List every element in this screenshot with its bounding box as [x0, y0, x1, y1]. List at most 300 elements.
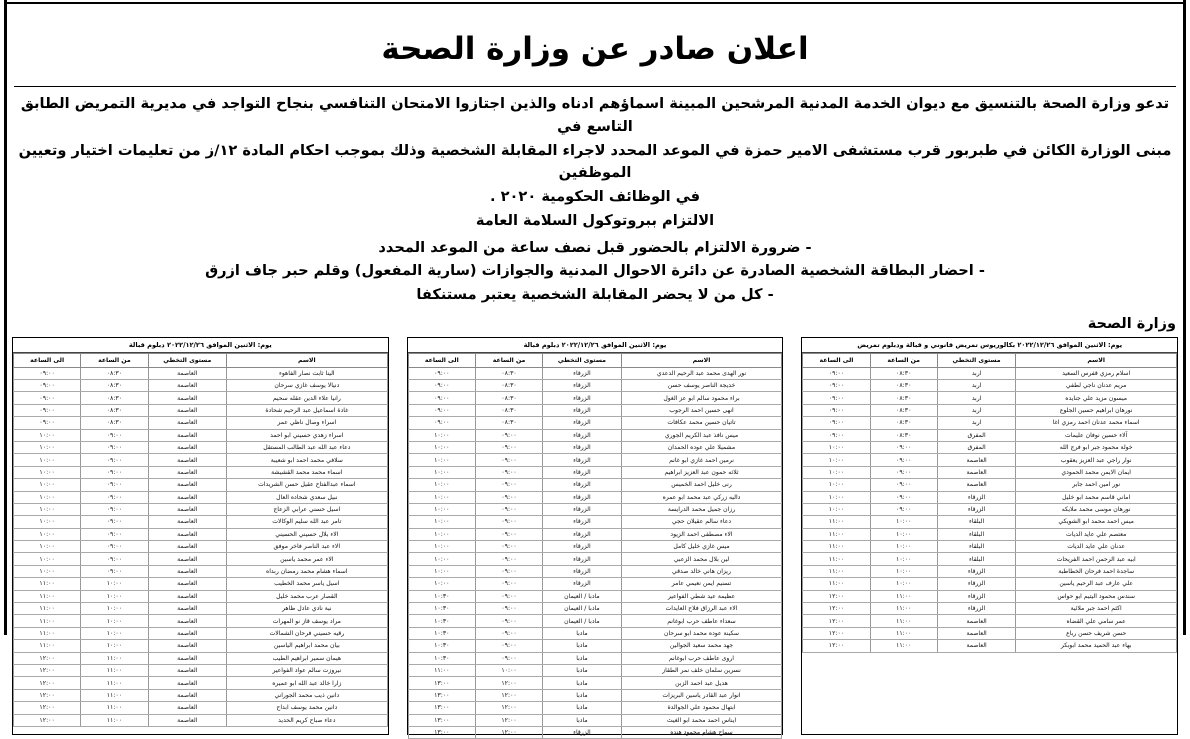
cell-from-time: ٠٩:٠٠	[475, 578, 542, 590]
cell-level: الزرقاء	[937, 503, 1015, 515]
cell-to-time: ١٢:٠٠	[13, 664, 80, 676]
cell-from-time: ١٠:٠٠	[81, 578, 148, 590]
cell-to-time: ١٢:٠٠	[13, 702, 80, 714]
cell-from-time: ٠٨:٣٠	[475, 417, 542, 429]
cell-name: ايمان الايمن محمد الحمودي	[1016, 466, 1177, 478]
cell-name: نور الهدى محمد عبد الرحيم الدعدي	[621, 367, 782, 379]
cell-level: مادبا / العيمان	[543, 590, 621, 602]
table-row	[408, 590, 782, 602]
cell-from-time: ١٢:٠٠	[475, 714, 542, 726]
cell-level: العاصمة	[148, 553, 226, 565]
cell-from-time: ١١:٠٠	[81, 702, 148, 714]
cell-name: اسيل ياسر محمد الخطيب	[226, 578, 387, 590]
table-row	[408, 627, 782, 639]
cell-name: الينا ثابت نصار الفاهوء	[226, 367, 387, 379]
cell-level: العاصمة	[148, 441, 226, 453]
cell-name: نورهان موسى محمد ملايكه	[1016, 503, 1177, 515]
table-row	[408, 466, 782, 478]
cell-name: علي عارف عبد الرحيم ياسين	[1016, 578, 1177, 590]
cell-level: العاصمة	[148, 677, 226, 689]
cell-name: عدنان علي عايد الديات	[1016, 541, 1177, 553]
cell-from-time: ١١:٠٠	[870, 615, 937, 627]
cell-to-time: ١١:٠٠	[13, 640, 80, 652]
cell-level: اربد	[937, 417, 1015, 429]
cell-name: انهى حسين احمد الرجوب	[621, 404, 782, 416]
cell-level: العاصمة	[148, 392, 226, 404]
cell-name: الاء بلال حسيني الحسيني	[226, 528, 387, 540]
cell-name: معتصم علي عايد الديات	[1016, 528, 1177, 540]
cell-name: دانين ذيب محمد الجوراني	[226, 689, 387, 701]
condition-item: - ضرورة الالتزام بالحضور قبل نصف ساعة من الموعد المحدد	[378, 238, 812, 256]
cell-from-time: ٠٩:٠٠	[475, 640, 542, 652]
table-row	[13, 404, 387, 416]
table-row	[13, 714, 387, 726]
cell-level: الزرقاء	[543, 578, 621, 590]
cell-level: العاصمة	[148, 491, 226, 503]
cell-from-time: ٠٨:٣٠	[475, 392, 542, 404]
cell-to-time: ١٠:٠٠	[803, 503, 870, 515]
cell-from-time: ٠٩:٠٠	[81, 528, 148, 540]
cell-level: الزرقاء	[543, 503, 621, 515]
cell-from-time: ١٢:٠٠	[475, 702, 542, 714]
cell-level: الزرقاء	[543, 466, 621, 478]
cell-level: اربد	[937, 392, 1015, 404]
table-row	[408, 392, 782, 404]
cell-from-time: ٠٩:٠٠	[81, 479, 148, 491]
cell-level: الزرقاء	[937, 603, 1015, 615]
cell-name: بهاء عبد الحميد محمد ابوبكر	[1016, 640, 1177, 652]
cell-from-time: ٠٩:٠٠	[475, 652, 542, 664]
cell-from-time: ٠٨:٣٠	[870, 404, 937, 416]
cell-from-time: ٠٩:٠٠	[81, 466, 148, 478]
table-row	[13, 615, 387, 627]
announcement-conditions	[12, 236, 1178, 307]
table-row	[803, 590, 1177, 602]
cell-to-time: ١٠:٠٠	[13, 565, 80, 577]
cell-to-time: ١٠:٣٠	[408, 627, 475, 639]
cell-name: نبيل سعدي شحاده العال	[226, 491, 387, 503]
cell-name: اسماء محمد عدنان احمد رمزي اغا	[1016, 417, 1177, 429]
cell-from-time: ٠٩:٠٠	[475, 454, 542, 466]
cell-level: مادبا	[543, 702, 621, 714]
cell-from-time: ٠٩:٠٠	[475, 553, 542, 565]
cell-to-time: ١٠:٠٠	[803, 479, 870, 491]
cell-name: رزان جميل محمد الدرايسة	[621, 503, 782, 515]
cell-from-time: ٠٩:٠٠	[475, 441, 542, 453]
cell-to-time: ٠٩:٠٠	[408, 392, 475, 404]
cell-from-time: ١٠:٠٠	[475, 664, 542, 676]
cell-to-time: ١١:٠٠	[803, 516, 870, 528]
cell-name: حسن شريف حسن رباع	[1016, 627, 1177, 639]
cell-to-time: ١٠:٠٠	[408, 479, 475, 491]
cell-name: الاء عبد الناصر فاخر موفق	[226, 541, 387, 553]
cell-to-time: ١١:٠٠	[803, 565, 870, 577]
cell-level: مادبا	[543, 677, 621, 689]
table-row	[408, 702, 782, 714]
table-row	[13, 392, 387, 404]
cell-name: سلافي محمد احمد ابو شعيبة	[226, 454, 387, 466]
cell-name: خديجة الناصر يوسف حسن	[621, 379, 782, 391]
cell-to-time: ١٣:٠٠	[408, 689, 475, 701]
schedule-table-2-caption: يوم: الاثنين الموافق ٢٠٢٢/١٢/٢٦ دبلوم قبالة	[408, 338, 783, 353]
cell-name: اكثم احمد جبر ملائية	[1016, 603, 1177, 615]
cell-from-time: ٠٨:٣٠	[870, 367, 937, 379]
cell-name: لين بلال محمد الزعبي	[621, 553, 782, 565]
cell-level: الزرقاء	[543, 454, 621, 466]
announcement-line: مبنى الوزارة الكائن في طبربور قرب مستشفى الامير حمزة في الموعد المحدد لاجراء المقابلة الشخصية وذلك بموجب احكام المادة ١٢/ز من تعليمات اختيار وتعيين الموظفين	[18, 141, 1172, 182]
schedule-table-3-body	[13, 367, 387, 726]
cell-to-time: ٠٩:٠٠	[13, 417, 80, 429]
cell-name: اروى عاطف حرب ابوغانم	[621, 652, 782, 664]
table-row	[803, 479, 1177, 491]
cell-to-time: ١٠:٠٠	[13, 491, 80, 503]
table-row	[408, 479, 782, 491]
table-row	[803, 615, 1177, 627]
cell-level: البلقاء	[937, 528, 1015, 540]
cell-to-time: ١٠:٠٠	[408, 528, 475, 540]
table-row	[408, 429, 782, 441]
cell-from-time: ١١:٠٠	[870, 627, 937, 639]
cell-level: العاصمة	[937, 479, 1015, 491]
cell-level: العاصمة	[148, 689, 226, 701]
table-row	[803, 627, 1177, 639]
column-header-from: من الساعة	[475, 353, 542, 367]
cell-from-time: ١٠:٠٠	[870, 553, 937, 565]
cell-from-time: ٠٩:٠٠	[475, 627, 542, 639]
cell-from-time: ١٢:٠٠	[475, 677, 542, 689]
cell-from-time: ٠٨:٣٠	[81, 379, 148, 391]
cell-from-time: ٠٩:٠٠	[475, 516, 542, 528]
cell-name: تسنيم ايمن نعيمي عامر	[621, 578, 782, 590]
cell-to-time: ١١:٠٠	[13, 615, 80, 627]
table-row	[13, 578, 387, 590]
cell-to-time: ١١:٠٠	[803, 553, 870, 565]
cell-level: العاصمة	[148, 541, 226, 553]
cell-from-time: ٠٩:٠٠	[475, 603, 542, 615]
cell-to-time: ١٠:٠٠	[408, 503, 475, 515]
table-row	[13, 664, 387, 676]
cell-to-time: ١٢:٠٠	[803, 627, 870, 639]
cell-level: اربد	[937, 404, 1015, 416]
cell-level: العاصمة	[148, 652, 226, 664]
table-row	[13, 652, 387, 664]
cell-level: الزرقاء	[543, 404, 621, 416]
cell-from-time: ٠٩:٠٠	[475, 528, 542, 540]
cell-from-time: ٠٩:٠٠	[81, 491, 148, 503]
cell-name: مراد يوسف قاز نو المهرات	[226, 615, 387, 627]
cell-from-time: ٠٩:٠٠	[81, 541, 148, 553]
schedule-tables-container	[12, 337, 1178, 735]
cell-level: العاصمة	[148, 503, 226, 515]
cell-level: الزرقاء	[543, 441, 621, 453]
table-row	[408, 516, 782, 528]
cell-to-time: ١٠:٠٠	[13, 516, 80, 528]
cell-to-time: ٠٩:٠٠	[408, 404, 475, 416]
cell-to-time: ١٠:٠٠	[13, 503, 80, 515]
cell-to-time: ١٠:٠٠	[408, 541, 475, 553]
table-header-row	[408, 353, 782, 367]
table-row	[13, 553, 387, 565]
table-row	[408, 553, 782, 565]
cell-level: العاصمة	[148, 603, 226, 615]
cell-name: سكينة عوده محمد ابو سرحان	[621, 627, 782, 639]
cell-name: زارا خالد عبد الله ابو عميره	[226, 677, 387, 689]
cell-level: العاصمة	[148, 379, 226, 391]
cell-to-time: ٠٩:٠٠	[13, 404, 80, 416]
table-header-row	[803, 353, 1177, 367]
cell-level: العاصمة	[148, 429, 226, 441]
cell-name: انوار عبد القادر ياسين البريزات	[621, 689, 782, 701]
cell-from-time: ٠٩:٠٠	[870, 503, 937, 515]
cell-to-time: ١١:٠٠	[13, 603, 80, 615]
cell-name: جهد محمد سعيد الجوالين	[621, 640, 782, 652]
table-row	[408, 441, 782, 453]
cell-to-time: ٠٩:٠٠	[803, 392, 870, 404]
announcement-line: الالتزام ببروتوكول السلامة العامة	[475, 211, 715, 229]
table-row	[803, 640, 1177, 652]
cell-from-time: ١١:٠٠	[81, 677, 148, 689]
cell-from-time: ٠٨:٣٠	[81, 417, 148, 429]
cell-name: ميس نافذ عبد الكريم الجوري	[621, 429, 782, 441]
page-frame-right	[1183, 0, 1186, 635]
cell-name: آلاء حسين نوفان عليمات	[1016, 429, 1177, 441]
cell-from-time: ٠٩:٠٠	[870, 479, 937, 491]
cell-name: رقيه حسيني فرحان الشمالات	[226, 627, 387, 639]
cell-name: داليه زركي عبد محمد ابو عمره	[621, 491, 782, 503]
cell-name: ساجدة احمد فرحان الخطاطبة	[1016, 565, 1177, 577]
cell-from-time: ٠٩:٠٠	[81, 553, 148, 565]
table-row	[408, 503, 782, 515]
table-row	[13, 503, 387, 515]
cell-level: العاصمة	[148, 417, 226, 429]
cell-level: الزرقاء	[543, 379, 621, 391]
cell-to-time: ١١:٠٠	[803, 578, 870, 590]
ministry-label: وزارة الصحة	[1087, 315, 1176, 332]
cell-level: اربد	[937, 379, 1015, 391]
cell-level: الزرقاء	[543, 516, 621, 528]
cell-level: العاصمة	[148, 702, 226, 714]
table-row	[803, 367, 1177, 379]
schedule-table-1-caption: يوم: الاثنين الموافق ٢٠٢٢/١٢/٢٦ بكالوريوس تمريض قانوني و قبالة ودبلوم تمريض	[802, 338, 1177, 353]
cell-from-time: ١١:٠٠	[81, 664, 148, 676]
cell-from-time: ١٠:٠٠	[870, 578, 937, 590]
cell-from-time: ١١:٠٠	[81, 714, 148, 726]
cell-level: المفرق	[937, 441, 1015, 453]
cell-from-time: ٠٩:٠٠	[475, 503, 542, 515]
cell-to-time: ١٠:٠٠	[408, 441, 475, 453]
cell-from-time: ٠٨:٣٠	[81, 392, 148, 404]
cell-name: هيمان سمير ابراهيم الطيب	[226, 652, 387, 664]
cell-name: مشميلا علي عوده الحمدان	[621, 441, 782, 453]
table-row	[408, 689, 782, 701]
announcement-line: تدعو وزارة الصحة بالتنسيق مع ديوان الخدمة المدنية المرشحين المبينة اسماؤهم ادناه والذين اجتازوا الامتحان التنافسي بنجاح التواجد في مديرية التمريض الطابق التاسع في	[20, 95, 1170, 135]
schedule-table-1-body	[803, 367, 1177, 652]
cell-to-time: ٠٩:٠٠	[803, 417, 870, 429]
cell-from-time: ٠٩:٠٠	[81, 454, 148, 466]
cell-name: نوار راجي عبد العزيز يعقوب	[1016, 454, 1177, 466]
cell-from-time: ٠٩:٠٠	[870, 454, 937, 466]
cell-to-time: ١٠:٠٠	[408, 565, 475, 577]
cell-level: مادبا	[543, 689, 621, 701]
cell-level: الزرقاء	[543, 429, 621, 441]
cell-level: الزرقاء	[937, 491, 1015, 503]
table-row	[408, 603, 782, 615]
table-row	[13, 640, 387, 652]
cell-name: عمر سامي علي القضاه	[1016, 615, 1177, 627]
cell-level: مادبا / العيمان	[543, 603, 621, 615]
table-row	[803, 404, 1177, 416]
cell-name: ريزان هاني خالد صدقي	[621, 565, 782, 577]
announcement-line: في الوظائف الحكومية ٢٠٢٠ .	[489, 188, 701, 206]
cell-level: العاصمة	[937, 640, 1015, 652]
cell-to-time: ١٠:٣٠	[408, 640, 475, 652]
cell-name: دنيالا يوسف غازي سرحان	[226, 379, 387, 391]
table-row	[13, 541, 387, 553]
cell-level: العاصمة	[148, 454, 226, 466]
table-row	[13, 367, 387, 379]
cell-level: العاصمة	[937, 454, 1015, 466]
cell-to-time: ١٠:٠٠	[408, 454, 475, 466]
cell-level: الزرقاء	[543, 528, 621, 540]
page-frame-top	[4, 2, 1186, 4]
cell-name: عظيمة عيد شطي الفواعير	[621, 590, 782, 602]
cell-to-time: ٠٩:٠٠	[408, 367, 475, 379]
cell-from-time: ٠٩:٠٠	[81, 516, 148, 528]
cell-to-time: ١٢:٠٠	[803, 615, 870, 627]
cell-to-time: ١٢:٠٠	[13, 689, 80, 701]
cell-from-time: ٠٨:٣٠	[870, 392, 937, 404]
table-row	[803, 392, 1177, 404]
condition-item: - احضار البطاقة الشخصية الصادرة عن دائرة الاحوال المدنية والجوازات (سارية المفعول) وقلم حبر جاف ازرق	[205, 262, 985, 280]
cell-level: الزرقاء	[937, 590, 1015, 602]
cell-from-time: ٠٨:٣٠	[870, 417, 937, 429]
cell-to-time: ١٠:٠٠	[13, 454, 80, 466]
cell-to-time: ١٠:٣٠	[408, 652, 475, 664]
cell-level: العاصمة	[148, 590, 226, 602]
cell-name: القصار عرب محمد خليل	[226, 590, 387, 602]
table-row	[803, 578, 1177, 590]
cell-to-time: ١١:٠٠	[408, 664, 475, 676]
cell-level: العاصمة	[148, 367, 226, 379]
cell-name: تامر عبد الله سليم الوكالات	[226, 516, 387, 528]
cell-to-time: ١٢:٠٠	[13, 677, 80, 689]
cell-name: الاء عبد الرزاق فلاح العايدات	[621, 603, 782, 615]
column-header-level: مستوى التخطي	[543, 353, 621, 367]
cell-name: ميسون مزيد علي جنايده	[1016, 392, 1177, 404]
cell-name: براء محمود سالم ابو عز الغول	[621, 392, 782, 404]
cell-from-time: ٠٨:٣٠	[870, 429, 937, 441]
cell-from-time: ٠٩:٠٠	[475, 466, 542, 478]
column-header-from: من الساعة	[81, 353, 148, 367]
cell-name: الاء مصطفى احمد الزيود	[621, 528, 782, 540]
table-row	[408, 541, 782, 553]
cell-name: مريم عدنان ناجي لطفي	[1016, 379, 1177, 391]
cell-level: الزرقاء	[543, 417, 621, 429]
table-row	[13, 466, 387, 478]
cell-from-time: ١٠:٠٠	[870, 541, 937, 553]
cell-to-time: ١٠:٠٠	[803, 441, 870, 453]
table-row	[408, 578, 782, 590]
cell-level: مادبا	[543, 640, 621, 652]
schedule-table-3	[13, 338, 388, 727]
cell-level: البلقاء	[937, 516, 1015, 528]
cell-to-time: ١٣:٠٠	[408, 677, 475, 689]
cell-level: مادبا / العيمان	[543, 615, 621, 627]
cell-level: العاصمة	[148, 466, 226, 478]
cell-name: اسماء محمد محمد القشيشة	[226, 466, 387, 478]
table-row	[13, 702, 387, 714]
cell-to-time: ٠٩:٠٠	[13, 367, 80, 379]
column-header-from: من الساعة	[870, 353, 937, 367]
cell-level: الزرقاء	[937, 565, 1015, 577]
page-frame-left	[4, 0, 7, 635]
cell-from-time: ٠٩:٠٠	[870, 441, 937, 453]
table-row	[13, 479, 387, 491]
table-row	[408, 367, 782, 379]
table-row	[408, 714, 782, 726]
cell-level: الزرقاء	[543, 565, 621, 577]
table-row	[408, 652, 782, 664]
cell-level: الزرقاء	[543, 392, 621, 404]
cell-name: ثلاثه حمون عبد العزيز ابراهيم	[621, 466, 782, 478]
cell-name: سندس محمود اليتيم ابو حواس	[1016, 590, 1177, 602]
table-row	[803, 379, 1177, 391]
announcement-body	[12, 93, 1178, 233]
cell-level: العاصمة	[148, 615, 226, 627]
cell-from-time: ١٠:٠٠	[81, 590, 148, 602]
page-content	[12, 6, 1178, 737]
cell-level: العاصمة	[148, 516, 226, 528]
cell-level: العاصمة	[148, 479, 226, 491]
cell-name: بيان محمد ابراهيم الياسين	[226, 640, 387, 652]
cell-to-time: ١٢:٠٠	[13, 652, 80, 664]
cell-level: الزرقاء	[543, 491, 621, 503]
cell-to-time: ١٠:٠٠	[803, 491, 870, 503]
cell-name: سعداء عاطف حرب ابوغانم	[621, 615, 782, 627]
cell-level: مادبا	[543, 664, 621, 676]
cell-from-time: ١٠:٠٠	[870, 516, 937, 528]
cell-to-time: ١٠:٠٠	[13, 479, 80, 491]
cell-level: مادبا	[543, 627, 621, 639]
cell-name: ايناس احمد محمد ابو الغيث	[621, 714, 782, 726]
cell-level: العاصمة	[148, 664, 226, 676]
cell-from-time: ١٠:٠٠	[81, 603, 148, 615]
cell-level: العاصمة	[148, 565, 226, 577]
cell-from-time: ١٠:٠٠	[870, 528, 937, 540]
table-row	[408, 640, 782, 652]
cell-name: غادة اسماعيل عبد الرحيم شحادة	[226, 404, 387, 416]
table-row	[803, 528, 1177, 540]
cell-to-time: ١١:٠٠	[13, 627, 80, 639]
cell-to-time: ١١:٠٠	[803, 528, 870, 540]
cell-to-time: ١٠:٠٠	[408, 516, 475, 528]
cell-from-time: ١١:٠٠	[870, 640, 937, 652]
schedule-table-2-wrapper	[407, 337, 784, 735]
column-header-name: الاسم	[1016, 353, 1177, 367]
cell-from-time: ١٠:٠٠	[870, 565, 937, 577]
schedule-table-1	[802, 338, 1177, 653]
cell-level: العاصمة	[148, 714, 226, 726]
cell-name: رنى خليل احمد الخميس	[621, 479, 782, 491]
schedule-table-3-wrapper	[12, 337, 389, 735]
cell-name: اماني قاسم محمد ابو خليل	[1016, 491, 1177, 503]
cell-from-time: ٠٩:٠٠	[475, 541, 542, 553]
cell-name: ميس غازي خليل كامل	[621, 541, 782, 553]
cell-name: ابتهال محمود علي الجوالدة	[621, 702, 782, 714]
cell-to-time: ١١:٠٠	[803, 541, 870, 553]
table-row	[408, 565, 782, 577]
cell-name: ميس احمد محمد ابو الشويكي	[1016, 516, 1177, 528]
